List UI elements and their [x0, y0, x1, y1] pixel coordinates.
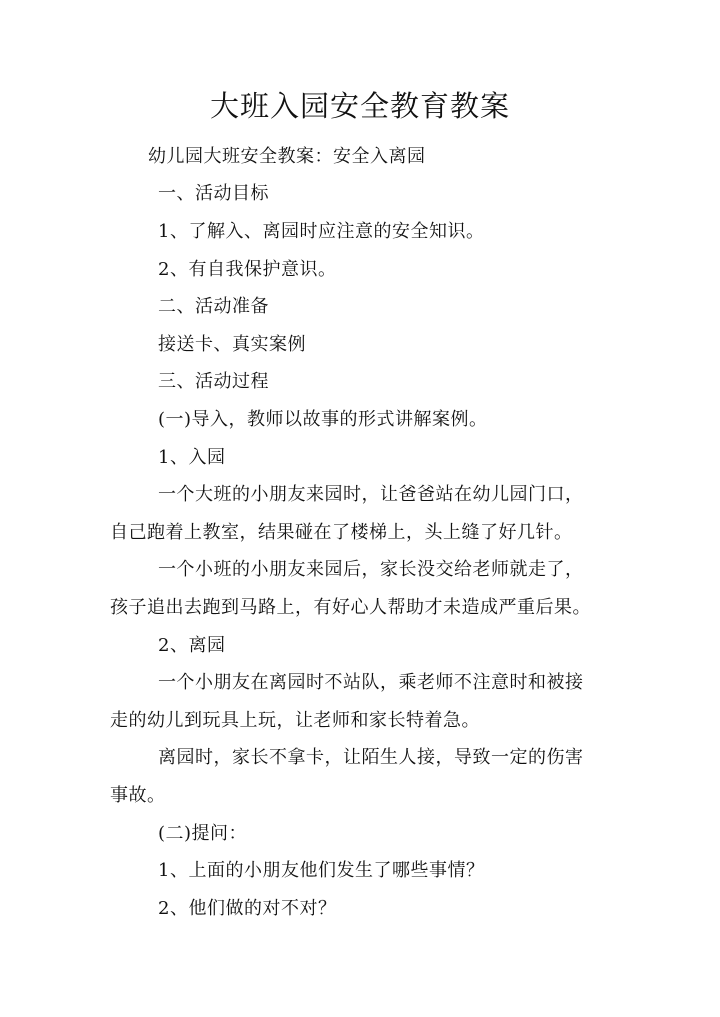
paragraph-line: 1、了解入、离园时应注意的安全知识。: [158, 221, 485, 242]
document-title: 大班入园安全教育教案: [209, 89, 510, 123]
section-heading-process: 三、活动过程: [158, 371, 269, 392]
paragraph-line: 2、有自我保护意识。: [158, 259, 337, 280]
paragraph-line: 自己跑着上教室，结果碰在了楼梯上，头上缝了好几针。: [110, 522, 573, 543]
paragraph-line: 孩子追出去跑到马路上，有好心人帮助才未造成严重后果。: [110, 597, 591, 618]
subsection-heading-questions: (二)提问：: [158, 823, 248, 844]
section-heading-goals: 一、活动目标: [158, 183, 269, 204]
paragraph-line: 2、他们做的对不对？: [158, 898, 337, 919]
paragraph-line: 事故。: [110, 785, 166, 806]
paragraph-line: 一个小班的小朋友来园后，家长没交给老师就走了，: [158, 559, 584, 580]
paragraph-line: 一个大班的小朋友来园时，让爸爸站在幼儿园门口，: [158, 484, 584, 505]
paragraph-line: 1、上面的小朋友他们发生了哪些事情？: [158, 860, 485, 881]
document-subtitle: 幼儿园大班安全教案：安全入离园: [148, 146, 426, 167]
paragraph-line: 离园时，家长不拿卡，让陌生人接，导致一定的伤害: [158, 747, 584, 768]
paragraph-line: (一)导入，教师以故事的形式讲解案例。: [158, 409, 488, 430]
paragraph-line: 接送卡、真实案例: [158, 334, 306, 355]
section-heading-preparation: 二、活动准备: [158, 296, 269, 317]
subsection-heading-arrival: 1、入园: [158, 447, 226, 468]
subsection-heading-departure: 2、离园: [158, 635, 226, 656]
paragraph-line: 走的幼儿到玩具上玩，让老师和家长特着急。: [110, 710, 480, 731]
paragraph-line: 一个小朋友在离园时不站队，乘老师不注意时和被接: [158, 672, 584, 693]
